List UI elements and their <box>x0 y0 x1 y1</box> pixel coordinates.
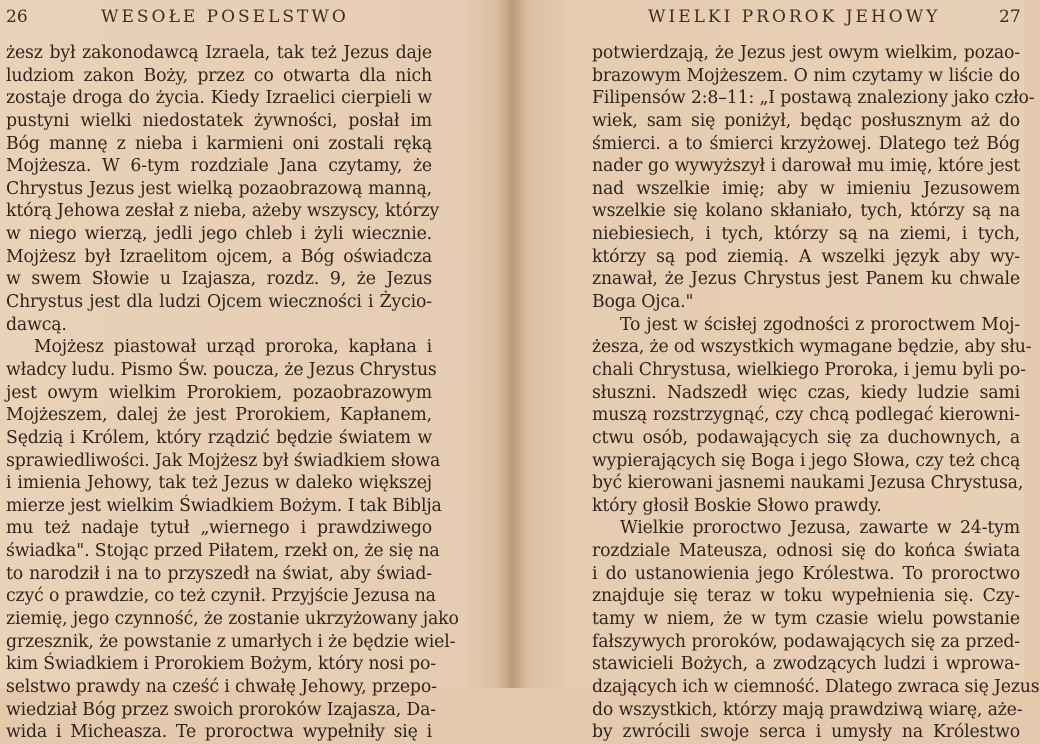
text-line: mu też nadaje tytuł „wiernego i prawdziwego <box>6 518 432 539</box>
text-line: w swem Słowie u Izajasza, rozdz. 9, że Jezus <box>6 269 432 290</box>
text-line: żesz był zakonodawcą Izraela, tak też Jezus daje <box>6 43 432 63</box>
text-line: zostaje droga do życia. Kiedy Izraelici cierpieli w <box>6 88 432 109</box>
text-line: wiedział Bóg przez swoich proroków Izajasza, Da- <box>6 699 436 720</box>
text-line: w niego wierzą, jedli jego chleb i żyli wiecznie. <box>6 224 432 245</box>
text-line: nad wszelkie imię; aby w imieniu Jezusowem <box>592 178 1020 199</box>
text-line: Wielkie proroctwo Jezusa, zawarte w 24-tym <box>620 518 1020 539</box>
text-line: wszelkie się kolano skłaniało, tych, którzy są na <box>592 201 1020 222</box>
text-line: Bóg mannę z nieba i karmieni oni zostali ręką <box>6 133 432 154</box>
page-number: 26 <box>6 7 28 27</box>
text-line: Mojżesz piastował urząd proroka, kapłana i <box>34 337 432 358</box>
page-number: 27 <box>999 7 1021 27</box>
text-line: Mojżesza. W 6-tym rozdziale Jana czytamy, że <box>6 156 432 177</box>
text-line: sprawiedliwości. Jak Mojżesz był świadkiem słowa <box>6 450 441 471</box>
left-page <box>0 0 512 743</box>
text-line: znawał, że Jezus Chrystus jest Panem ku chwale <box>592 269 1020 290</box>
text-line: władcy ludu. Pismo Św. poucza, że Jezus Chrystus <box>6 359 437 380</box>
text-line: mierze jest wielkim Świadkiem Bożym. I tak Biblja <box>6 495 442 516</box>
right-page <box>512 0 1040 743</box>
text-line: dzających ich w ciemność. Dlatego zwraca się Jezus <box>592 676 1040 697</box>
text-line: muszą rozstrzygnąć, czy chcą podlegać kierowni- <box>592 405 1020 426</box>
body-text <box>6 42 459 744</box>
text-line: którzy są pod ziemią. A wszelki język aby wy- <box>592 246 1020 267</box>
text-line: nader go wywyższył i darował mu imię, które jest <box>592 156 1020 177</box>
text-line: być kierowani jasnemi naukami Jezusa Chrystusa, <box>592 473 1024 494</box>
text-line: Mojżesz był Izraelitom ojcem, a Bóg oświadcza <box>6 246 432 267</box>
text-line: potwierdzają, że Jezus jest owym wielkim, pozao- <box>592 43 1020 63</box>
text-line: ctwu osób, podawających się za duchownych, a <box>592 427 1020 448</box>
text-line: czyć o prawdzie, co też czynił. Przyjście Jezusa na <box>6 586 436 607</box>
text-line: ziemię, jego czynność, że zostanie ukrzyżowany jako <box>6 609 459 630</box>
text-line: do wszystkich, którzy mają prawdziwą wiarę, aże- <box>592 699 1023 720</box>
text-line: słuszni. Nadszedł więc czas, kiedy ludzie sami <box>592 382 1020 403</box>
text-line: żesza, że od wszystkich wymagane będzie, aby słu- <box>592 337 1032 358</box>
text-line: wiek, sam się poniżył, będąc posłusznym aż do <box>592 110 1020 131</box>
text-line: to narodził i na to przyszedł na świat, aby świad- <box>6 563 432 584</box>
text-line: Chrystus jest dla ludzi Ojcem wieczności i Życio- <box>6 292 432 313</box>
running-head: WIELKI PROROK JEHOWY <box>648 7 941 27</box>
text-line: i imienia Jehowy, tak też Jezus w daleko większej <box>6 473 432 494</box>
text-line: niebiesiech, i tych, którzy są na ziemi, i tych, <box>592 224 1020 245</box>
text-line: brazowym Mojżeszem. O nim czytamy w liście do <box>592 65 1020 86</box>
text-line: znajduje się teraz w toku wypełnienia się. Czy- <box>592 586 1020 607</box>
text-line: Filipensów 2:8–11: „I postawą znaleziony jako czło- <box>592 88 1035 109</box>
text-line: jest owym wielkim Prorokiem, pozaobrazowym <box>6 382 432 403</box>
text-line: Boga Ojca." <box>592 292 694 313</box>
text-line: dawcą. <box>6 314 67 335</box>
text-line: chali Chrystusa, wielkiego Proroka, i jemu byli po- <box>592 359 1026 380</box>
text-line: ludziom zakon Boży, przez co otwarta dla nich <box>6 65 432 86</box>
text-line: grzesznik, że powstanie z umarłych i że będzie wiel- <box>6 631 456 652</box>
text-line: pustyni wielki niedostatek żywności, posłał im <box>6 110 432 131</box>
text-line: selstwo prawdy na cześć i chwałę Jehowy, przepo- <box>6 676 437 697</box>
text-line: stawicieli Bożych, a zwodzących ludzi i wprowa- <box>592 654 1020 675</box>
text-line: świadka". Stojąc przed Piłatem, rzekł on, że się na <box>6 541 440 562</box>
body-text <box>592 42 1040 744</box>
text-line: fałszywych proroków, podawających się za przed- <box>592 631 1020 652</box>
running-head: WESOŁE POSELSTWO <box>101 7 349 27</box>
text-line: Sędzią i Królem, który rządzić będzie światem w <box>6 427 432 448</box>
text-line: Mojżeszem, dalej że jest Prorokiem, Kapłanem, <box>6 405 432 426</box>
text-line: śmierci. a to śmierci krzyżowej. Dlatego też Bóg <box>592 133 1020 154</box>
text-line: i do ustanowienia jego Królestwa. To proroctwo <box>592 563 1020 584</box>
text-line: rozdziale Mateusza, odnosi się do końca świata <box>592 541 1020 562</box>
text-line: tamy w niem, że w tym czasie wielu powstanie <box>592 609 1020 630</box>
text-line: To jest w ścisłej zgodności z proroctwem Moj- <box>620 314 1020 335</box>
text-line: którą Jehowa zesłał z nieba, ażeby wszyscy, którzy <box>6 201 440 222</box>
text-line: który głosił Boskie Słowo prawdy. <box>592 495 882 516</box>
text-line: wypierających się Boga i jego Słowa, czy też chcą <box>592 450 1021 471</box>
text-line: wida i Micheasza. Te proroctwa wypełniły się i <box>6 722 432 743</box>
text-line: Chrystus Jezus jest wielką pozaobrazową manną, <box>6 178 432 199</box>
text-line: kim Świadkiem i Prorokiem Bożym, który nosi po- <box>6 654 436 675</box>
text-line: by zwrócili swoje serca i umysły na Królestwo <box>592 722 1020 743</box>
